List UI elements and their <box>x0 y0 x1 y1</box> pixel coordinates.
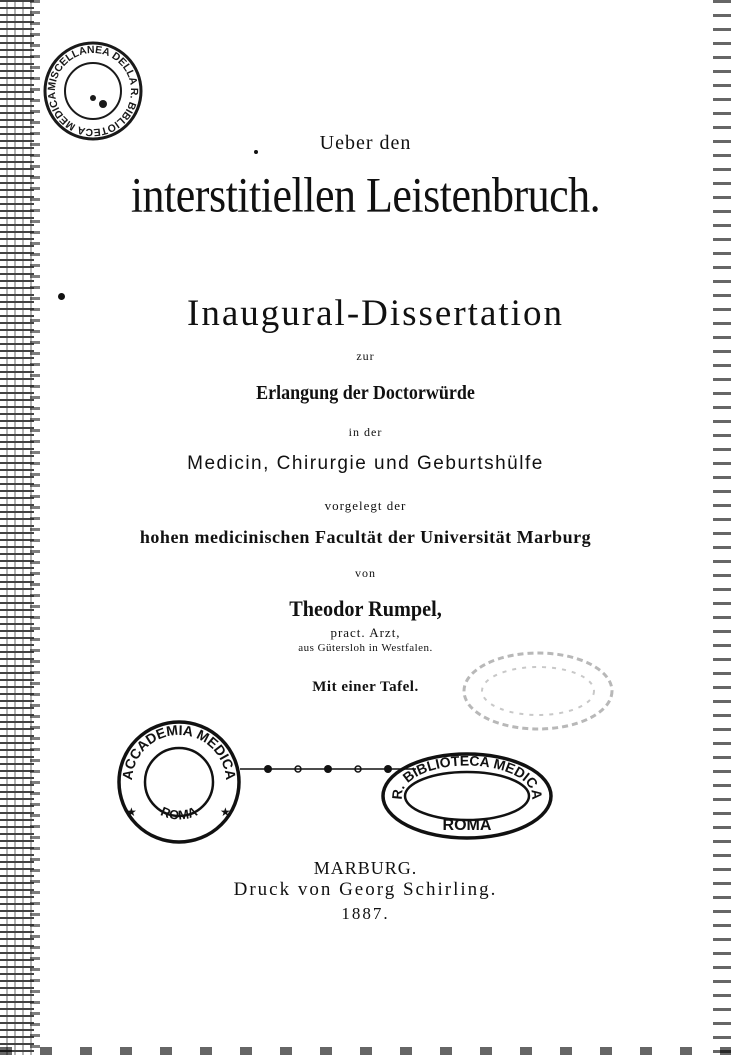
degree-line: Erlangung der Doctorwürde <box>256 382 475 404</box>
vorgelegt-text: vorgelegt der <box>324 498 407 513</box>
von-text: von <box>355 566 376 580</box>
svg-text:ROMA: ROMA <box>442 817 492 834</box>
zur-text: zur <box>356 349 375 363</box>
author-name: Theodor Rumpel, <box>289 596 442 621</box>
svg-text:★: ★ <box>220 805 231 819</box>
stray-dot <box>254 150 258 154</box>
ueber-den: Ueber den <box>319 132 412 154</box>
accademia-medica-stamp <box>112 716 246 844</box>
faculty-line: hohen medicinischen Facultät der Universität Marburg <box>139 527 592 547</box>
in-der-text: in der <box>348 425 383 439</box>
svg-text:MISCELLANEA DELLA R. BIBLIOTEC: MISCELLANEA DELLA R. BIBLIOTECA MEDICA <box>45 43 141 139</box>
dissertation-heading: Inaugural-Dissertation <box>187 293 564 334</box>
page-title: interstitiellen Leistenbruch. <box>130 168 601 223</box>
svg-text:ROMA: ROMA <box>158 803 200 823</box>
svg-text:ACCADEMIA MEDICA: ACCADEMIA MEDICA <box>118 721 240 781</box>
scan-edge-bottom <box>0 1047 731 1055</box>
svg-text:★: ★ <box>126 805 137 819</box>
imprint-city: MARBURG. <box>313 858 418 878</box>
author-title: pract. Arzt, <box>330 625 401 640</box>
biblioteca-medica-stamp <box>378 750 556 842</box>
plates-note: Mit einer Tafel. <box>312 679 419 695</box>
imprint-year: 1887. <box>341 904 390 923</box>
library-stamp-top-left <box>40 38 146 144</box>
author-origin: aus Gütersloh in Westfalen. <box>298 642 433 654</box>
fields-line: Medicin, Chirurgie und Geburtshülfe <box>187 453 544 474</box>
imprint-printer: Druck von Georg Schirling. <box>233 879 498 900</box>
svg-text:R. BIBLIOTECA MEDICA: R. BIBLIOTECA MEDICA <box>388 752 546 801</box>
